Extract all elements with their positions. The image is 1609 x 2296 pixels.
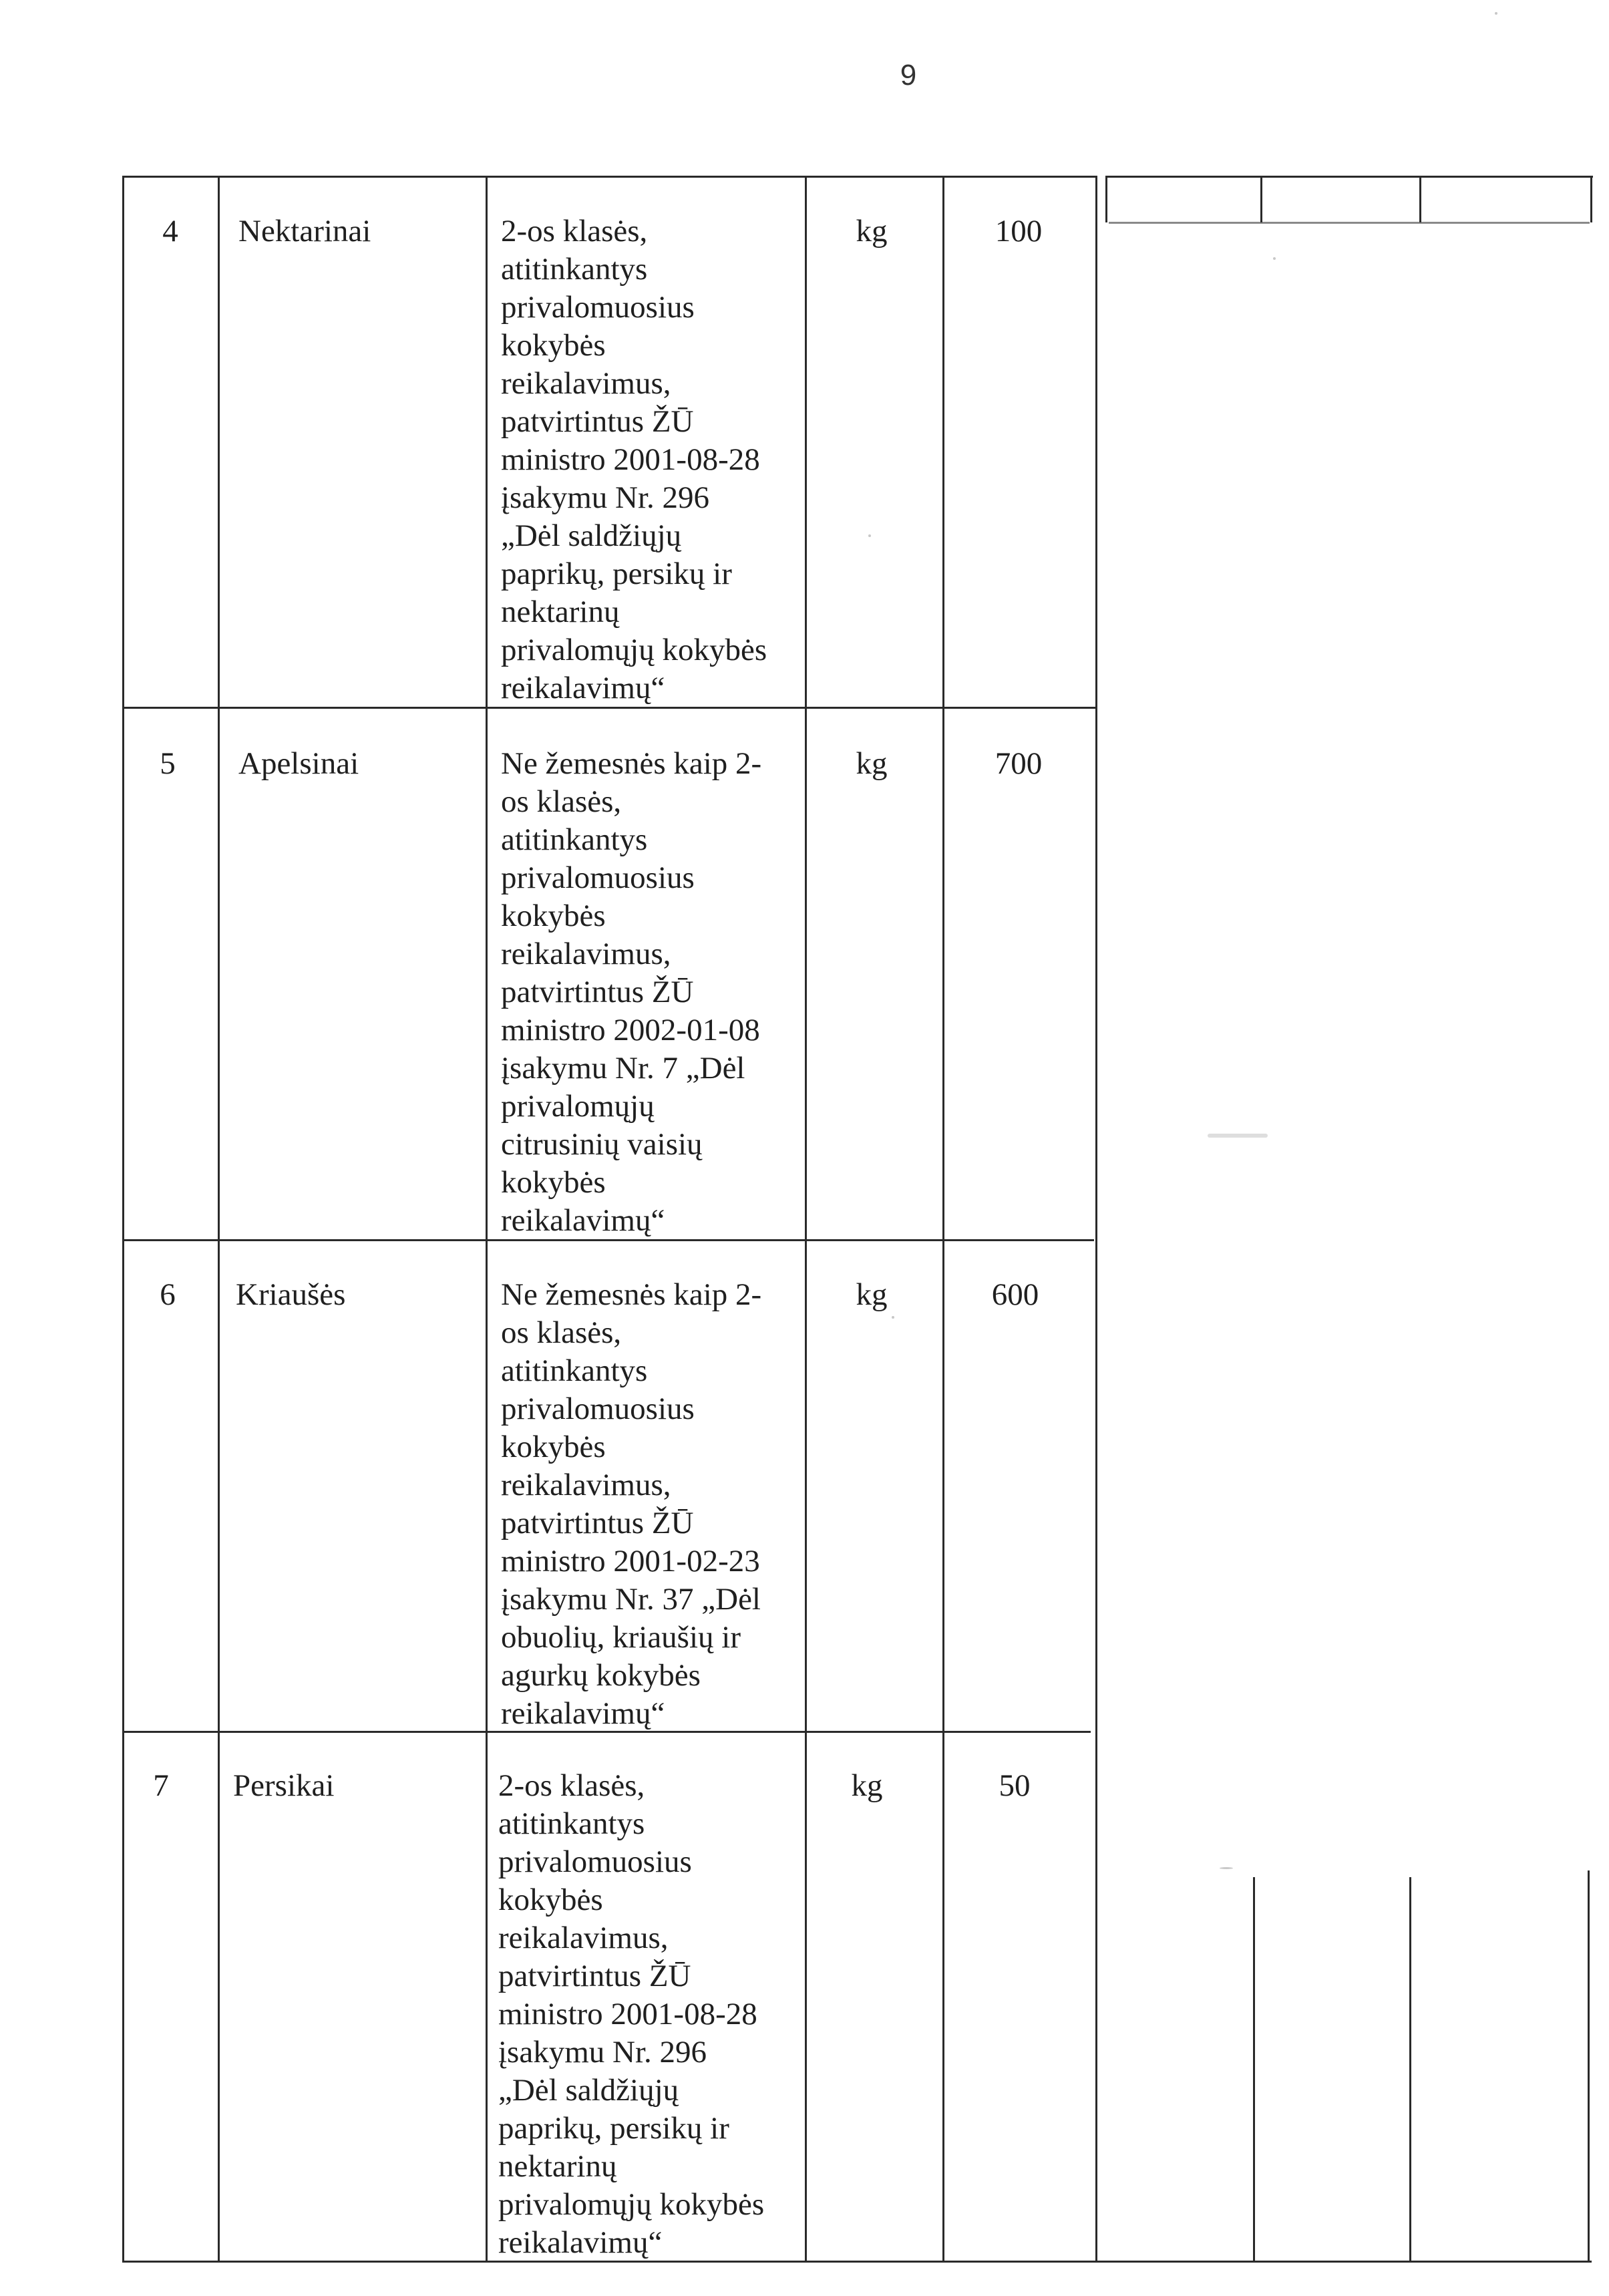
row-number: 6 bbox=[160, 1277, 176, 1312]
product-name: Apelsinai bbox=[238, 746, 359, 781]
scan-speck bbox=[1273, 257, 1276, 260]
column-divider bbox=[1409, 1877, 1411, 2263]
scan-speck bbox=[868, 534, 871, 537]
column-divider bbox=[218, 176, 220, 2263]
page-number: 9 bbox=[900, 59, 917, 92]
column-divider bbox=[942, 176, 944, 2263]
quantity: 600 bbox=[991, 1277, 1039, 1312]
table-top-border bbox=[122, 176, 1097, 178]
table-bottom-border bbox=[122, 2261, 1592, 2263]
product-description: Ne žemesnės kaip 2- os klasės, atitinkantys privalomuosius kokybės reikalavimus, patvirtintus ŽŪ ministro 2001-02-23 įsakymu Nr. 37 „Dėl obuolių, kriaušių ir agurkų kokybės reikalavimų“ bbox=[501, 1277, 762, 1731]
column-divider bbox=[805, 176, 807, 2263]
row-number: 7 bbox=[153, 1768, 169, 1803]
quantity: 700 bbox=[995, 746, 1043, 781]
column-divider bbox=[1590, 176, 1592, 222]
scan-speck bbox=[1208, 1134, 1268, 1138]
header-box-bottom bbox=[1109, 222, 1590, 224]
column-divider bbox=[1588, 1870, 1590, 2263]
row-number: 5 bbox=[160, 746, 176, 781]
product-description: Ne žemesnės kaip 2- os klasės, atitinkantys privalomuosius kokybės reikalavimus, patvirtintus ŽŪ ministro 2002-01-08 įsakymu Nr. 7 „Dėl privalomųjų citrusinių vaisių kokybės reikalavimų“ bbox=[501, 746, 762, 1238]
quantity: 100 bbox=[995, 214, 1043, 249]
column-divider bbox=[1260, 176, 1262, 222]
product-name: Kriaušės bbox=[236, 1277, 346, 1312]
unit: kg bbox=[856, 214, 888, 249]
product-name: Persikai bbox=[233, 1768, 335, 1803]
column-divider bbox=[486, 176, 488, 2263]
column-divider bbox=[122, 176, 124, 2263]
column-divider bbox=[1095, 1867, 1097, 2263]
product-description: 2-os klasės, atitinkantys privalomuosius kokybės reikalavimus, patvirtintus ŽŪ ministro 2001-08-28 įsakymu Nr. 296 „Dėl saldžiųjų paprikų, persikų ir nektarinų privalomųjų kokybės reikalavimų“ bbox=[501, 214, 767, 705]
product-name: Nektarinai bbox=[238, 214, 371, 249]
column-divider bbox=[1105, 176, 1107, 222]
scan-speck bbox=[1220, 1867, 1233, 1869]
unit: kg bbox=[856, 746, 888, 781]
unit: kg bbox=[856, 1277, 888, 1312]
scan-speck bbox=[1495, 12, 1497, 15]
column-divider bbox=[1419, 176, 1421, 222]
quantity: 50 bbox=[999, 1768, 1031, 1803]
row-number: 4 bbox=[162, 214, 178, 249]
scan-speck bbox=[892, 1316, 894, 1319]
product-description: 2-os klasės, atitinkantys privalomuosius kokybės reikalavimus, patvirtintus ŽŪ ministro 2001-08-28 įsakymu Nr. 296 „Dėl saldžiųjų paprikų, persikų ir nektarinų privalomųjų kokybės reikalavimų“ bbox=[498, 1768, 765, 2260]
header-box-top bbox=[1105, 176, 1593, 178]
column-divider bbox=[1253, 1877, 1255, 2263]
unit: kg bbox=[851, 1768, 883, 1803]
